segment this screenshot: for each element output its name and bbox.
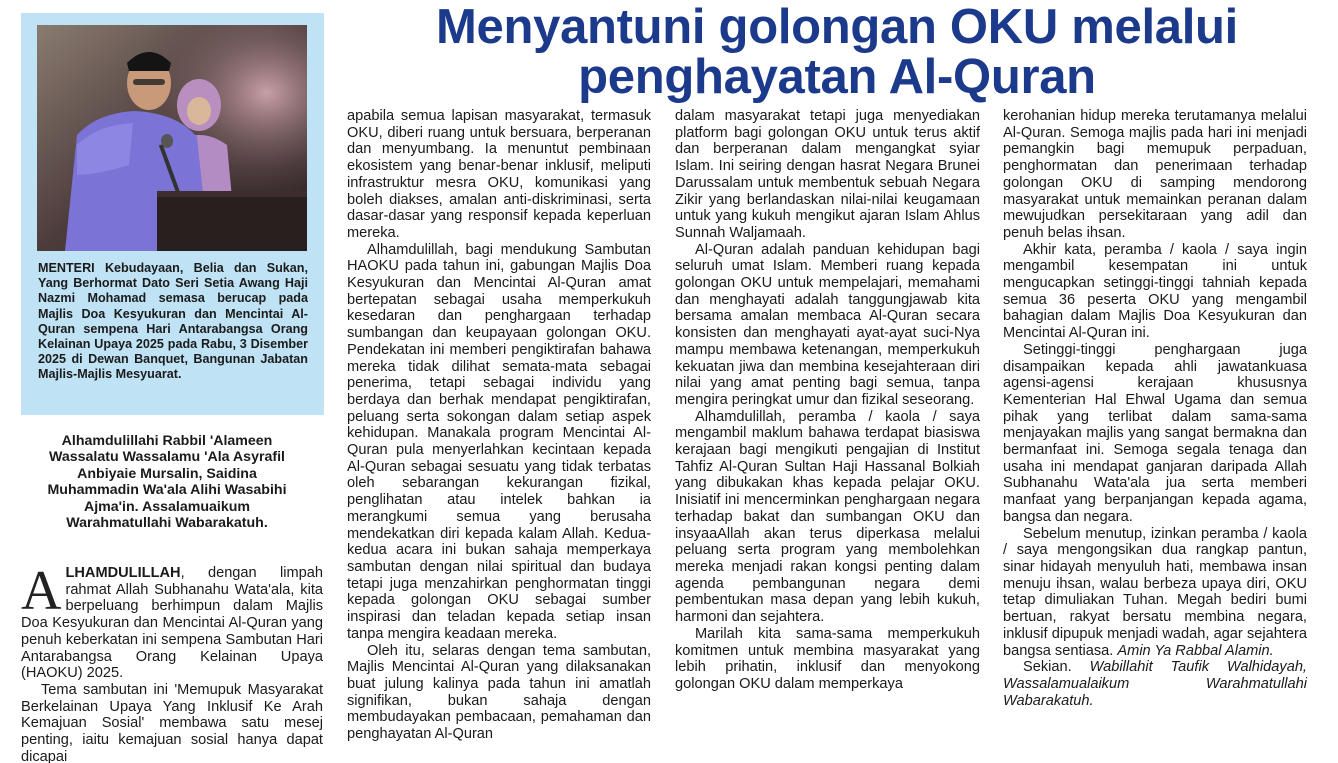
closing-prayer: Amin Ya Rabbal Alamin. <box>1117 642 1274 659</box>
article-paragraph: Oleh itu, selaras dengan tema sambutan, Majlis Mencintai Al-Quran yang dilaksanakan buat julung kalinya pada tahun ini amatlah signifikan, bukan sahaja dengan membudayakan pembacaan, pemahaman dan penghayatan Al-Quran <box>347 642 651 743</box>
article-column-1 <box>21 565 323 763</box>
minister-speaking-photo <box>37 25 307 251</box>
photo-caption: MENTERI Kebudayaan, Belia dan Sukan, Yang Berhormat Dato Seri Setia Awang Haji Nazmi Mohamad semasa berucap pada Majlis Doa Kesyukuran dan Mencintai Al-Quran sempena Hari Antarabangsa Orang Kelainan Upaya 2025 pada Rabu, 3 Disember 2025 di Dewan Banquet, Bangunan Jabatan Majlis-Majlis Mesyuarat. <box>38 261 308 382</box>
article-paragraph: Alhamdulillah, peramba / kaola / saya mengambil maklum bahawa terdapat biasiswa kerajaan bagi mengikuti pengajian di Institut Tahfiz Al-Quran Sultan Haji Hassanal Bolkiah yang dibukakan khas kepada pelajar OKU. Inisiatif ini mencerminkan penghargaan negara terhadap bakat dan sumbangan OKU dan insyaaAllah akan terus diperkasa melalui peluang serta program yang membolehkan mereka menjadi rakan kongsi penting dalam agenda pembangunan negara demi pembentukan masa depan yang lebih kukuh, harmoni dan sejahtera. <box>675 408 980 626</box>
article-column-2 <box>347 108 651 763</box>
article-paragraph <box>21 565 323 682</box>
article-paragraph <box>1003 659 1307 709</box>
article-paragraph: Al-Quran adalah panduan kehidupan bagi seluruh umat Islam. Memberi ruang kepada golongan OKU untuk mempelajari, memahami dan menghayati adalah tanggungjawab kita bersama amalan membaca Al-Quran secara konsisten dan menghayati ayat-ayat suci-Nya mampu membawa ketenangan, memperkukuh kekuatan jiwa dan membina kesejahteraan diri nilai yang amat penting bagi semua, tanpa mengira peringkat umur dan fizikal seseorang. <box>675 241 980 408</box>
lead-word: LHAMDULILLAH <box>65 565 181 581</box>
article-column-3 <box>675 108 980 763</box>
article-paragraph: Marilah kita sama-sama memperkukuh komitmen untuk membina masyarakat yang lebih prihatin, inklusif dan menyokong golongan OKU dalam memperkaya <box>675 625 980 692</box>
article-paragraph: Setinggi-tinggi penghargaan juga disampaikan kepada ahli jawatankuasa agensi-agensi kerajaan khususnya Kementerian Hal Ehwal Ugama dan semua pihak yang terlibat dalam sama-sama menjayakan majlis yang sangat bermakna dan bermanfaat ini. Semoga segala tenaga dan usaha ini mendapat ganjaran daripada Allah Subhanahu Wata'ala jua serta memberi manfaat yang berpanjangan kepada agama, bangsa dan negara. <box>1003 341 1307 525</box>
article-paragraph <box>1003 526 1307 660</box>
closing-salutation: Wabillahit Taufik Walhidayah, Wassalamualaikum Warahmatullahi Wabarakatuh. <box>1003 659 1307 709</box>
article-headline: Menyantuni golongan OKU melalui penghayatan Al-Quran <box>436 0 1238 104</box>
article-paragraph: apabila semua lapisan masyarakat, termasuk OKU, diberi ruang untuk bersuara, berperanan dan menyumbang. Ia menuntut pembinaan ekosistem yang benar-benar inklusif, meliputi infrastruktur mesra OKU, komunikasi yang boleh diakses, amalan anti-diskriminasi, serta dasar-dasar yang responsif kepada keperluan mereka. <box>347 108 651 241</box>
article-paragraph: Tema sambutan ini 'Memupuk Masyarakat Berkelainan Upaya Yang Inklusif Ke Arah Kemajuan Sosial' membawa satu mesej penting, iaitu kemajuan sosial hanya dapat dicapai <box>21 681 323 763</box>
paragraph-text: , dengan limpah rahmat Allah Subhanahu Wata'ala, kita berpeluang berhimpun dalam Majlis Doa Kesyukuran dan Mencintai Al-Quran yang penuh keberkatan ini sempena Sambutan Hari Antarabangsa Orang Kelainan Upaya (HAOKU) 2025. <box>21 565 323 682</box>
paragraph-text: Sekian. <box>1023 659 1072 676</box>
article-paragraph: dalam masyarakat tetapi juga menyediakan platform bagi golongan OKU untuk terus aktif dan berperanan dalam mengangkat syiar Islam. Ini seiring dengan hasrat Negara Brunei Darussalam untuk membentuk sebuah Negara Zikir yang berlandaskan nilai-nilai keugamaan untuk yang kukuh mengikut ajaran Islam Ahlus Sunnah Waljamaah. <box>675 108 980 241</box>
article-paragraph: kerohanian hidup mereka terutamanya melalui Al-Quran. Semoga majlis pada hari ini menjadi pemangkin bagi memupuk perpaduan, penghormatan dan penerimaan terhadap golongan OKU di samping mendorong masyarakat untuk memainkan peranan dalam mewujudkan persekitaraan yang adil dan penuh belas ihsan. <box>1003 108 1307 241</box>
paragraph-text: Sebelum menutup, izinkan peramba / kaola / saya mengongsikan dua rangkap pantun, sinar hidayah menyuluh hati, membawa insan menuju ihsan, walau berbeza upaya diri, OKU tetap dimuliakan Tuhan. Megah bediri bumi bertuan, rakyat bersatu membina negara, inklusif dipupuk menjadi wadah, agar sejahtera bangsa sentiasa. <box>1003 525 1307 659</box>
photo-caption-box <box>21 13 324 415</box>
article-column-4 <box>1003 108 1307 763</box>
article-paragraph: Alhamdulillah, bagi mendukung Sambutan HAOKU pada tahun ini, gabungan Majlis Doa Kesyukuran dan Mencintai Al-Quran amat bertepatan sebagai usaha memperkukuh kesedaran dan penghargaan terhadap sumbangan dan keupayaan golongan OKU. Pendekatan ini memberi pengiktirafan bahawa mereka tidak dilihat semata-mata sebagai penerima, tetapi sebagai individu yang berdaya dan berhak mendapat pengiktirafan, peluang serta sokongan dalam setiap aspek kehidupan. Manakala program Mencintai Al-Quran pula menyerlahkan kecintaan kepada Al-Quran sebagai sesuatu yang tidak terbatas oleh sebarangan kekurangan fizikal, penglihatan atau intelek bahkan ia merangkumi semua yang berusaha mendekatkan diri kepada kalam Allah. Kedua-kedua acara ini bukan sahaja memperkaya sambutan dengan nilai spiritual dan budaya tetapi juga menzahirkan penghormatan tinggi kepada golongan OKU sebagai sumber inspirasi dan teladan kepada setiap insan tanpa mengira keadaan mereka. <box>347 241 651 642</box>
article-paragraph: Akhir kata, peramba / kaola / saya ingin mengambil kesempatan ini untuk mengucapkan setinggi-tinggi tahniah kepada semua 36 peserta OKU yang mengambil bahagian dalam Majlis Doa Kesyukuran dan Mencintai Al-Quran ini. <box>1003 241 1307 342</box>
intro-salutation: Alhamdulillahi Rabbil 'Alameen Wassalatu Wassalamu 'Ala Asyrafil Anbiyaie Mursalin, Saidina Muhammadin Wa'ala Alihi Wasabihi Ajma'in. Assalamuaikum Warahmatullahi Wabarakatuh. <box>47 433 287 532</box>
drop-cap: A <box>21 565 62 622</box>
